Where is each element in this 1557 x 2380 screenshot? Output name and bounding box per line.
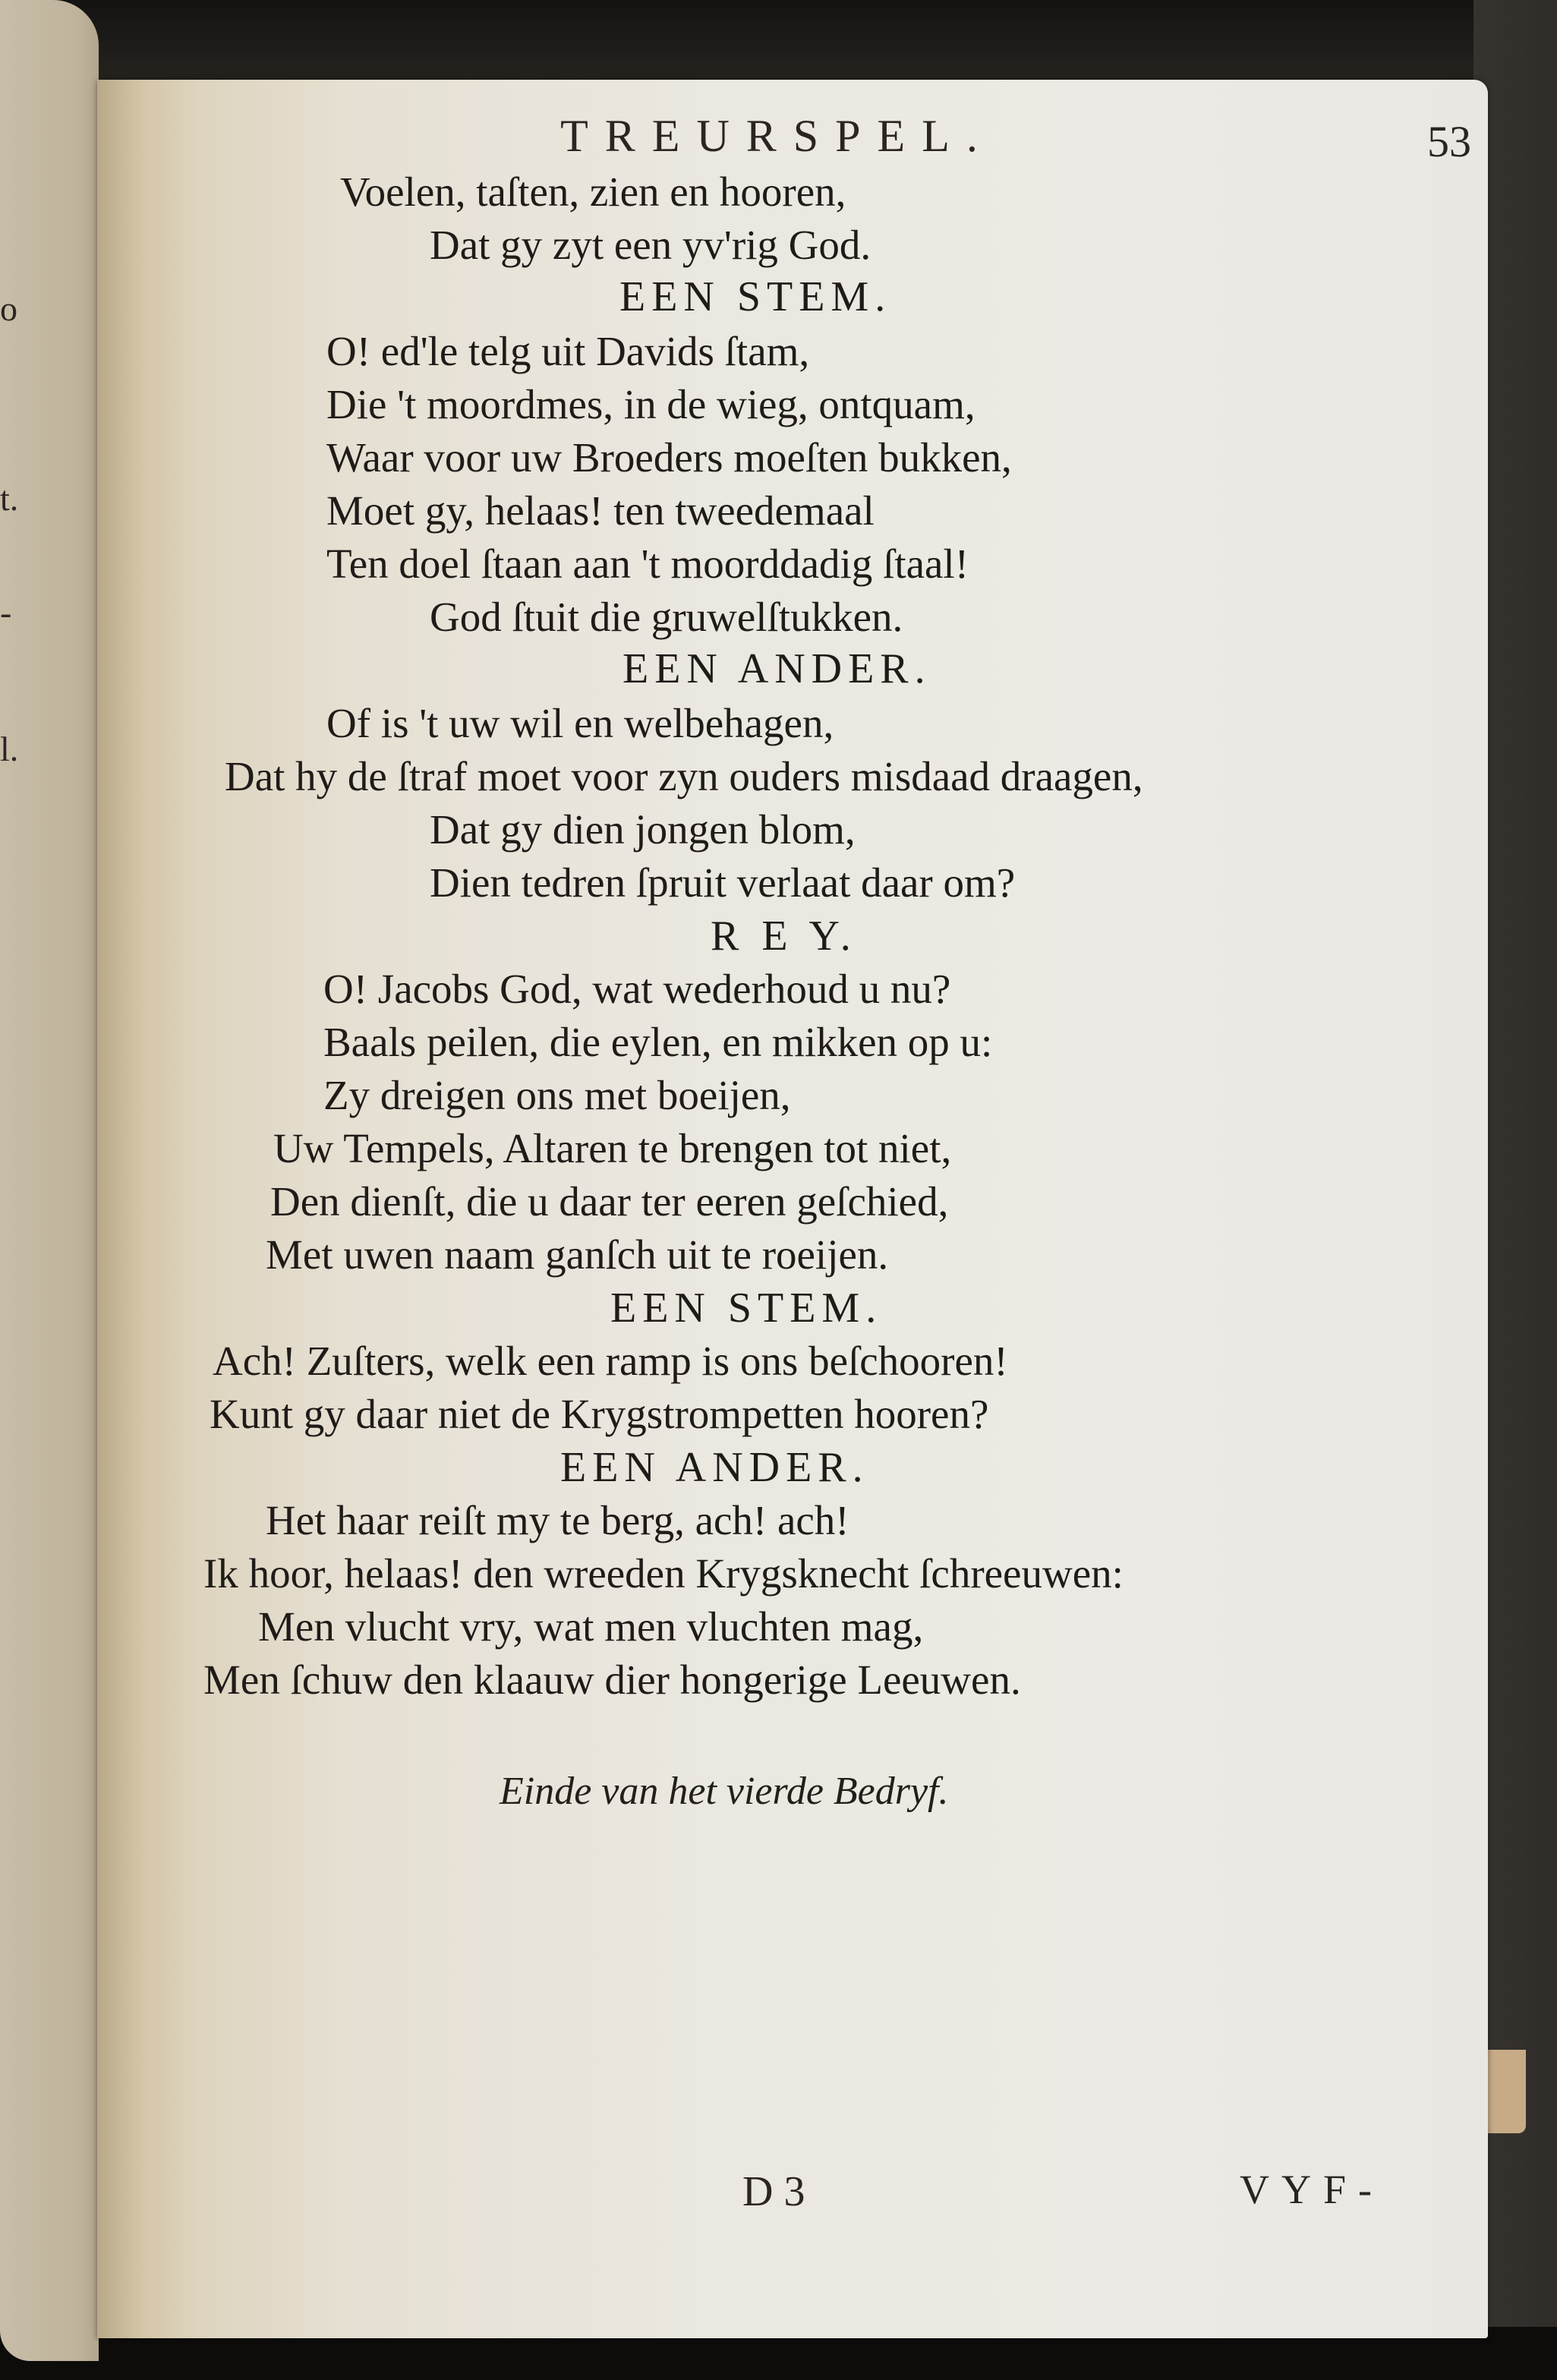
verse-line: O! ed'le telg uit Davids ſtam, [326, 328, 810, 374]
facing-page-fragment: - [0, 593, 12, 632]
act-end-note: Einde van het vierde Bedryf. [500, 1770, 949, 1813]
verse-line: Kunt gy daar niet de Krygstrompetten hooren? [210, 1391, 989, 1437]
speaker-heading: EEN STEM. [619, 273, 892, 320]
dark-backdrop-top [0, 0, 1557, 84]
speaker-heading: EEN STEM. [610, 1285, 883, 1332]
verse-line: Het haar reiſt my te berg, ach! ach! [266, 1497, 849, 1543]
facing-page-fragment: t. [0, 479, 19, 518]
facing-page-fragment: l. [0, 730, 19, 768]
verse-line: Dat hy de ſtraf moet voor zyn ouders misdaad draagen, [225, 753, 1143, 799]
verse-line: Die 't moordmes, in de wieg, ontquam, [326, 381, 975, 427]
running-head-text: TREURSPEL. [560, 111, 994, 161]
verse-line: Voelen, taſten, zien en hooren, [340, 169, 846, 215]
verse-line: Met uwen naam ganſch uit te roeijen. [266, 1231, 889, 1278]
verse-line: God ſtuit die gruwelſtukken. [430, 594, 903, 640]
verse-line: Men ſchuw den klaauw dier hongerige Leeuwen. [203, 1657, 1021, 1703]
verse-line: Zy dreigen ons met boeijen, [323, 1072, 791, 1118]
verse-line: Of is 't uw wil en welbehagen, [326, 700, 834, 746]
facing-page [0, 0, 99, 2361]
facing-page-fragment: o [0, 289, 17, 328]
speaker-heading: R E Y. [711, 913, 857, 960]
verse-line: Dat gy dien jongen blom, [430, 806, 856, 853]
gutter-shadow [97, 80, 196, 2338]
speaker-heading: EEN ANDER. [560, 1444, 869, 1491]
verse-line: Moet gy, helaas! ten tweedemaal [326, 487, 875, 534]
verse-line: Ten doel ſtaan aan 't moorddadig ſtaal! [326, 541, 969, 587]
verse-line: Uw Tempels, Altaren te brengen tot niet, [273, 1125, 952, 1171]
verse-line: Dien tedren ſpruit verlaat daar om? [430, 859, 1016, 906]
verse-line: Men vlucht vry, wat men vluchten mag, [258, 1603, 924, 1650]
book-page [97, 80, 1488, 2338]
speaker-heading: EEN ANDER. [622, 645, 931, 692]
catchword: VYF- [1240, 2167, 1385, 2212]
signature-mark: D 3 [742, 2168, 805, 2215]
verse-text [97, 80, 1488, 2338]
verse-line: Waar voor uw Broeders moeſten bukken, [326, 434, 1012, 481]
verse-line: Ik hoor, helaas! den wreeden Krygsknecht ſchreeuwen: [203, 1550, 1124, 1597]
page-edges [1488, 2050, 1526, 2133]
verse-line: Baals peilen, die eylen, en mikken op u: [323, 1019, 993, 1065]
verse-line: O! Jacobs God, wat wederhoud u nu? [323, 966, 951, 1012]
verse-line: Den dienſt, die u daar ter eeren geſchied, [270, 1178, 949, 1225]
page-number: 53 [1427, 117, 1471, 166]
verse-line: Ach! Zuſters, welk een ramp is ons beſchooren! [213, 1338, 1008, 1384]
verse-line: Dat gy zyt een yv'rig God. [430, 222, 871, 268]
